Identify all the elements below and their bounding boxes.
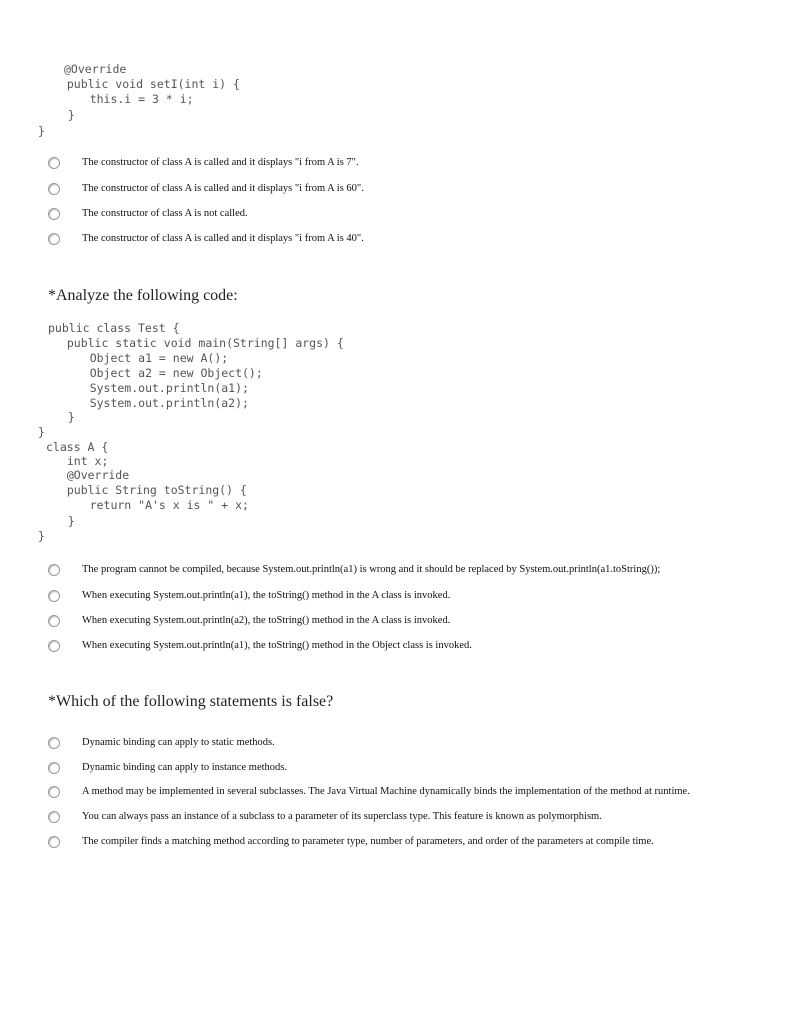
code-line: }	[38, 124, 45, 138]
option-label: A method may be implemented in several subclasses. The Java Virtual Machine dynamically binds the implementation of the method at runtime.	[82, 786, 690, 797]
answer-option[interactable]	[48, 638, 778, 656]
answer-option[interactable]	[48, 588, 778, 606]
radio-button[interactable]	[48, 786, 60, 798]
option-label: When executing System.out.println(a1), the toString() method in the A class is invoked.	[82, 590, 451, 601]
radio-button[interactable]	[48, 183, 60, 195]
radio-button[interactable]	[48, 615, 60, 627]
code-line: @Override	[64, 62, 127, 76]
code-line: }	[38, 425, 45, 439]
code-line: }	[54, 410, 75, 424]
option-label: The constructor of class A is not called.	[82, 208, 248, 219]
answer-option[interactable]	[48, 155, 778, 173]
code-line: }	[54, 514, 75, 528]
question-title: *Which of the following statements is false?	[48, 693, 334, 710]
option-label: The program cannot be compiled, because System.out.println(a1) is wrong and it should be replaced by System.out.println(a1.toString());	[82, 564, 661, 575]
code-line: int x;	[53, 454, 109, 468]
code-line: class A {	[46, 440, 109, 454]
radio-button[interactable]	[48, 836, 60, 848]
code-line: public void setI(int i) {	[53, 77, 240, 91]
code-line: System.out.println(a1);	[62, 381, 249, 395]
answer-option[interactable]	[48, 809, 778, 827]
code-line: }	[54, 108, 75, 122]
code-line: Object a2 = new Object();	[62, 366, 263, 380]
option-label: Dynamic binding can apply to instance methods.	[82, 762, 287, 773]
answer-option[interactable]	[48, 735, 778, 753]
radio-button[interactable]	[48, 762, 60, 774]
radio-button[interactable]	[48, 157, 60, 169]
answer-option[interactable]	[48, 760, 778, 778]
answer-option[interactable]	[48, 834, 778, 852]
code-line: public String toString() {	[53, 483, 247, 497]
code-line: Object a1 = new A();	[62, 351, 229, 365]
answer-option[interactable]	[48, 206, 778, 224]
code-line: return "A's x is " + x;	[62, 498, 249, 512]
option-label: The constructor of class A is called and it displays "i from A is 40".	[82, 233, 364, 244]
radio-button[interactable]	[48, 590, 60, 602]
code-line: }	[38, 529, 45, 543]
answer-option[interactable]	[48, 613, 778, 631]
code-line: System.out.println(a2);	[62, 396, 249, 410]
option-label: You can always pass an instance of a subclass to a parameter of its superclass type. This feature is known as polymorphism.	[82, 811, 602, 822]
radio-button[interactable]	[48, 564, 60, 576]
code-line: public class Test {	[48, 321, 180, 335]
radio-button[interactable]	[48, 233, 60, 245]
answer-option[interactable]	[48, 784, 778, 802]
option-label: When executing System.out.println(a1), the toString() method in the Object class is invoked.	[82, 640, 472, 651]
answer-option[interactable]	[48, 562, 778, 580]
option-label: When executing System.out.println(a2), the toString() method in the A class is invoked.	[82, 615, 451, 626]
radio-button[interactable]	[48, 811, 60, 823]
radio-button[interactable]	[48, 640, 60, 652]
option-label: The constructor of class A is called and it displays "i from A is 60".	[82, 183, 364, 194]
radio-button[interactable]	[48, 737, 60, 749]
answer-option[interactable]	[48, 231, 778, 249]
code-line: this.i = 3 * i;	[62, 92, 194, 106]
code-line: @Override	[53, 468, 130, 482]
option-label: The constructor of class A is called and it displays "i from A is 7".	[82, 157, 359, 168]
option-label: The compiler finds a matching method according to parameter type, number of parameters, and order of the parameters at compile time.	[82, 836, 654, 847]
option-label: Dynamic binding can apply to static methods.	[82, 737, 275, 748]
question-title: *Analyze the following code:	[48, 287, 238, 304]
answer-option[interactable]	[48, 181, 778, 199]
radio-button[interactable]	[48, 208, 60, 220]
code-line: public static void main(String[] args) {	[53, 336, 344, 350]
